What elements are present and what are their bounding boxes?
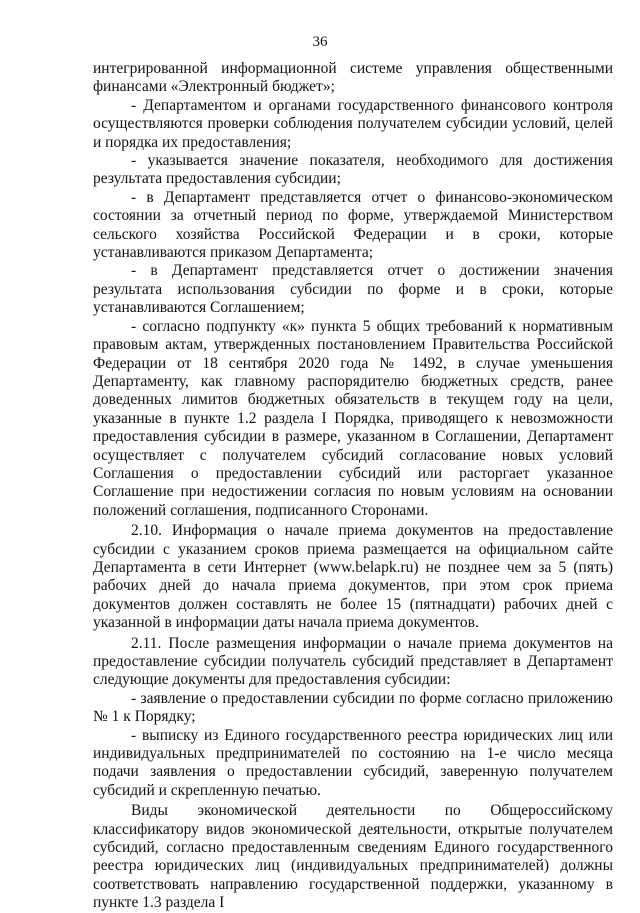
paragraph-financial-report: - в Департамент представляется отчет о финансово-экономическом состоянии за отчетный период по форме, утверждаемой Министерством сельского хозяйства Российской Федерации и в сроки, которые устанавливаются приказом Департамента; bbox=[93, 188, 613, 262]
paragraph-section-2-11: 2.11. После размещения информации о начале приема документов на предоставление субсидии получатель субсидий представляет в Департамент следующие документы для предоставления субсидии: bbox=[93, 634, 613, 689]
document-body bbox=[93, 60, 613, 913]
paragraph-limits-reduction: - согласно подпункту «к» пункта 5 общих требований к нормативным правовым актам, утвержденных постановлением Правительства Российской Федерации от 18 сентября 2020 года № 1492, в случае уменьшения Департаменту, как главному распорядителю бюджетных средств, ранее доведенных лимитов бюджетных обязательств в текущем году на цели, указанные в пункте 1.2 раздела I Порядка, приводящего к невозможности предоставления субсидии в размере, указанном в Соглашении, Департамент осуществляет с получателем субсидий согласование новых условий Соглашения о предоставлении субсидий или расторгает указанное Соглашение при недостижении согласия по новым условиям на основании положений соглашения, подписанного Сторонами. bbox=[93, 317, 613, 519]
page-number: 36 bbox=[312, 34, 328, 50]
paragraph-indicator-value: - указывается значение показателя, необходимого для достижения результата предоставления субсидии; bbox=[93, 152, 613, 188]
paragraph-application: - заявление о предоставлении субсидии по форме согласно приложению № 1 к Порядку; bbox=[93, 689, 613, 726]
paragraph-continuation: интегрированной информационной системе управления общественными финансами «Электронный бюджет»; bbox=[93, 60, 613, 96]
paragraph-activity-types: Виды экономической деятельности по Общероссийскому классификатору видов экономической деятельности, открытые получателем субсидий, согласно предоставленным сведениям Единого государственного реестра юридических лиц (индивидуальных предпринимателей) должны соответствовать направлению государственной поддержки, указанному в пункте 1.3 раздела I bbox=[93, 802, 613, 912]
paragraph-section-2-10: 2.10. Информация о начале приема документов на предоставление субсидии с указанием сроков приема размещается на официальном сайте Департамента в сети Интернет (www.belapk.ru) не позднее чем за 5 (пять) рабочих дней до начала приема документов, при этом срок приема документов должен составлять не более 15 (пятнадцати) рабочих дней с указанной в информации даты начала приема документов. bbox=[93, 522, 613, 632]
paragraph-registry-extract: - выписку из Единого государственного реестра юридических лиц или индивидуальных предпринимателей по состоянию на 1-е число месяца подачи заявления о предоставлении субсидий, заверенную получателем субсидий и скрепленную печатью. bbox=[93, 726, 613, 799]
paragraph-financial-control: - Департаментом и органами государственного финансового контроля осуществляются проверки соблюдения получателем субсидии условий, целей и порядка их предоставления; bbox=[93, 96, 613, 151]
paragraph-result-report: - в Департамент представляется отчет о достижении значения результата использования субсидии по форме и в сроки, которые устанавливаются Соглашением; bbox=[93, 262, 613, 317]
